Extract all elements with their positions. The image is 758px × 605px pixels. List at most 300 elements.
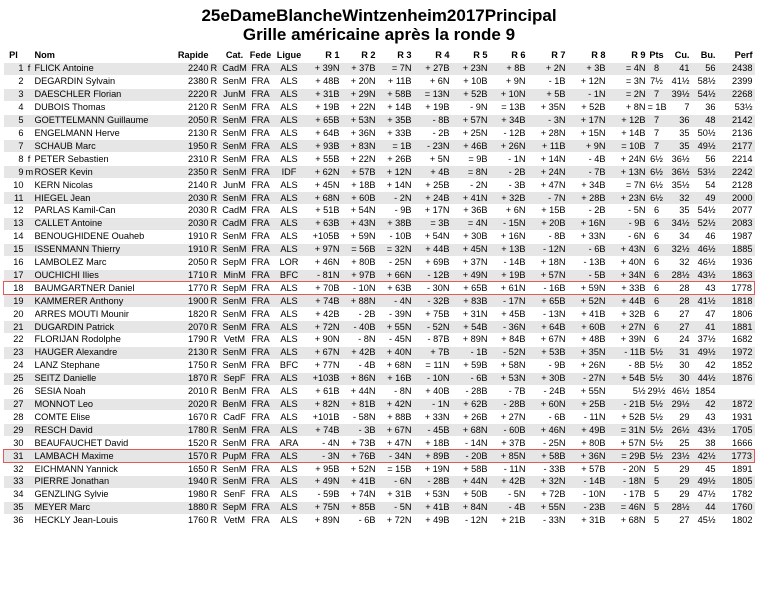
cell-r3: = 15B [378,463,414,476]
cell-points: 7 [648,114,668,127]
cell-r5: + 26B [452,411,490,424]
cell-r8: + 28B [568,192,608,205]
cell-cumulative: 32 [668,256,692,269]
cell-points: 5½ [648,398,668,411]
cell-place: 19 [4,295,26,308]
cell-points: 5 [648,501,668,514]
cell-federation: FRA [250,359,274,372]
cell-rating: 2030 [178,217,211,230]
cell-r6: + 6N [490,204,528,217]
cell-buchholz: 47 [692,308,718,321]
cell-place: 32 [4,463,26,476]
table-row [4,514,755,526]
cell-r7: + 53B [528,346,568,359]
cell-r6: + 27N [490,411,528,424]
table-row [4,114,755,127]
cell-rating-type: R [211,166,222,179]
cell-performance: 2128 [718,179,755,192]
cell-title-flag [26,179,35,192]
cell-r5: - 28B [452,385,490,398]
table-row [4,321,755,334]
cell-league: ARA [274,437,307,450]
cell-performance: 1863 [718,269,755,282]
cell-r8: - 11N [568,411,608,424]
cell-r7: + 28N [528,127,568,140]
cell-r9: 5½ [608,385,648,398]
cell-r3: - 10B [378,230,414,243]
cell-r9: + 13N [608,166,648,179]
cell-rating-type: R [211,398,222,411]
cell-performance: 1876 [718,372,755,385]
table-row [4,385,755,398]
cell-name: SEITZ Danielle [35,372,178,385]
table-row [4,243,755,256]
cell-r4: + 24B [414,192,452,205]
cell-buchholz: 49½ [692,140,718,153]
cell-r5: + 44N [452,476,490,489]
cell-federation: FRA [250,88,274,101]
cell-title-flag [26,346,35,359]
cell-league: ALS [274,230,307,243]
cell-points: 29½ [648,385,668,398]
cell-r1: + 55B [307,153,342,166]
cell-r4: + 41B [414,501,452,514]
cell-league: ALS [274,192,307,205]
cell-league: ALS [274,346,307,359]
cell-performance: 1931 [718,411,755,424]
cell-performance: 53½ [718,101,755,114]
cell-performance: 1972 [718,346,755,359]
cell-league: ALS [274,179,307,192]
cell-performance: 2142 [718,114,755,127]
cell-buchholz: 45 [692,463,718,476]
cell-r6: - 14B [490,256,528,269]
table-row [4,269,755,282]
table-row [4,359,755,372]
cell-r1: + 48B [307,75,342,88]
cell-cumulative: 27 [668,514,692,526]
cell-points: 6 [648,256,668,269]
cell-rating: 2050 [178,256,211,269]
cell-r6: - 12B [490,127,528,140]
cell-r4: - 23N [414,140,452,153]
header-r7: R 7 [551,50,566,60]
cell-place: 30 [4,437,26,450]
cell-r5: + 30B [452,230,490,243]
cell-name: BEAUFAUCHET David [35,437,178,450]
cell-league: ALS [274,308,307,321]
table-row [4,127,755,140]
table-header-row [4,48,755,63]
cell-r1: + 74B [307,424,342,437]
cell-buchholz: 48 [692,114,718,127]
cell-rating: 1870 [178,372,211,385]
cell-cumulative: 35½ [668,179,692,192]
cell-r8: + 26N [568,359,608,372]
cell-rating: 2240 [178,63,211,76]
cell-title-flag: m [25,166,34,177]
cell-r5: - 2N [452,179,490,192]
cell-buchholz: 44 [692,501,718,514]
header-nom: Nom [34,50,55,60]
cell-title-flag [26,204,35,217]
cell-league: ALS [274,372,307,385]
cell-rating: 1910 [178,230,211,243]
cell-r2: + 42B [342,346,378,359]
cell-r3: + 26B [378,153,414,166]
cell-r3: + 67N [378,424,414,437]
cell-r8: - 6B [568,243,608,256]
cell-category: SenM [222,166,250,179]
table-row [4,488,755,501]
table-row [4,282,755,295]
table-row [4,463,755,476]
cell-title-flag [26,140,35,153]
cell-buchholz: 53½ [692,166,718,179]
cell-r6: + 45B [490,308,528,321]
cell-league: ALS [274,476,307,489]
cell-performance: 1705 [718,424,755,437]
header-perf: Perf [734,50,753,60]
cell-r6: + 85N [490,450,528,463]
cell-cumulative: 28½ [668,501,692,514]
table-row [4,398,755,411]
cell-r1: + 77N [307,359,342,372]
cell-rating: 2130 [178,127,211,140]
cell-rating-type: R [211,450,222,463]
cell-points: 5½ [648,359,668,372]
cell-points: 6 [648,230,668,243]
cell-category: SenM [222,153,250,166]
cell-place: 33 [4,476,26,489]
cell-federation: FRA [250,204,274,217]
cell-r5: - 20B [452,450,490,463]
cell-points: 6 [648,204,668,217]
cell-category: SepM [222,256,250,269]
cell-rating: 2380 [178,75,211,88]
cell-r7: - 7N [528,192,568,205]
cell-r2: + 37B [342,63,378,76]
cell-title-flag [26,372,35,385]
cell-points: 8 [648,63,668,76]
cell-r4: - 32B [414,295,452,308]
cell-r2: + 59N [342,230,378,243]
cell-r3: - 25N [378,256,414,269]
cell-points: 6½ [648,179,668,192]
header-blank [211,48,222,63]
cell-rating-type: R [211,463,222,476]
cell-federation: FRA [250,230,274,243]
cell-r1: + 51B [307,204,342,217]
cell-title-flag [26,295,35,308]
cell-r4: + 75B [414,308,452,321]
cell-cumulative: 30 [668,359,692,372]
cell-performance: 2399 [718,75,755,88]
cell-r6: - 4B [490,501,528,514]
cell-r3: - 5N [378,501,414,514]
cell-r1: - 3N [307,450,342,463]
cell-r1: + 95B [307,463,342,476]
cell-r7: + 46N [528,424,568,437]
cell-title-flag [26,488,35,501]
cell-cumulative: 36 [668,114,692,127]
cell-place: 4 [4,101,26,114]
cell-rating-type: R [211,269,222,282]
cell-league: ALS [274,75,307,88]
cell-cumulative: 29 [668,463,692,476]
cell-performance: 1818 [718,295,755,308]
header-cu: Cu. [674,50,690,60]
cell-r9: = 31N [608,424,648,437]
cell-league: ALS [274,385,307,398]
cell-federation: FRA [250,243,274,256]
cell-league: ALS [274,488,307,501]
cell-federation: FRA [250,308,274,321]
table-row [4,217,755,230]
table-row [4,334,755,347]
cell-r6: - 3B [490,179,528,192]
cell-r2: - 4B [342,359,378,372]
cell-r2: + 97B [342,269,378,282]
cell-r7: - 8B [528,230,568,243]
cell-r7: + 11B [528,140,568,153]
cell-category: SenM [222,359,250,372]
cell-name: DUBOIS Thomas [35,101,178,114]
header-pl: Pl [9,50,18,60]
cell-points: 5 [648,463,668,476]
cell-buchholz: 36 [692,101,718,114]
cell-title-flag [26,385,35,398]
cell-rating: 1940 [178,476,211,489]
cell-points: 6 [648,269,668,282]
cell-category: BenM [222,385,250,398]
cell-buchholz: 54 [692,179,718,192]
cell-buchholz: 56 [692,63,718,76]
cell-rating-type: R [211,230,222,243]
cell-performance: 2136 [718,127,755,140]
cell-r1: + 42B [307,308,342,321]
cell-buchholz: 46½ [692,256,718,269]
cell-cumulative: 35 [668,140,692,153]
cell-r8: + 52N [568,295,608,308]
header-r2: R 2 [361,50,376,60]
cell-rating: 2020 [178,398,211,411]
cell-r2: + 22N [342,101,378,114]
cell-buchholz: 54½ [692,204,718,217]
table-row [4,75,755,88]
cell-cumulative: 24 [668,334,692,347]
cell-r1: + 67N [307,346,342,359]
cell-rating: 1790 [178,334,211,347]
cell-title-flag [26,334,35,347]
cell-rating: 2220 [178,88,211,101]
cell-name: ISSENMANN Thierry [35,243,178,256]
cell-title-flag [26,101,35,114]
cell-place: 11 [4,192,26,205]
cell-r9: = 46N [608,501,648,514]
cell-r1: + 49N [307,476,342,489]
cell-r7: - 25N [528,437,568,450]
cell-cumulative: 34½ [668,217,692,230]
cell-r8: - 4B [568,153,608,166]
cell-name: LAMBOLEZ Marc [35,256,178,269]
cell-title-flag [26,127,35,140]
cell-r3: + 88B [378,411,414,424]
cell-rating-type: R [211,140,222,153]
cell-place: 24 [4,359,26,372]
table-row [4,230,755,243]
cell-r9: + 52B [608,411,648,424]
cell-place: 34 [4,488,26,501]
cell-performance: 1666 [718,437,755,450]
cell-r2: + 86N [342,372,378,385]
cell-points: 6 [648,243,668,256]
cell-title-flag [26,437,35,450]
cell-rating: 2050 [178,114,211,127]
cell-points: 6½ [648,166,668,179]
cell-category: SenM [222,308,250,321]
cell-buchholz: 42 [692,359,718,372]
cell-r7: + 20B [528,217,568,230]
cell-federation: FRA [250,372,274,385]
cell-rating-type: R [211,424,222,437]
cell-federation: FRA [250,256,274,269]
cell-r6: + 13B [490,243,528,256]
cell-r9: - 20N [608,463,648,476]
cell-name: OUCHICHI Ilies [35,269,178,282]
cell-rating-type: R [211,127,222,140]
cell-rating-type: R [211,282,222,295]
cell-r7: + 57N [528,269,568,282]
table-row [4,501,755,514]
cell-r5: + 57N [452,114,490,127]
cell-rating: 2120 [178,101,211,114]
cell-r2: + 85B [342,501,378,514]
cell-r7: - 9B [528,359,568,372]
cell-r8: + 35N [568,346,608,359]
table-row [4,153,755,166]
header-ligue: Ligue [276,50,302,60]
cell-buchholz: 41 [692,321,718,334]
cell-rating-type: R [211,204,222,217]
cell-points: 5½ [648,346,668,359]
page-title: 25eDameBlancheWintzenheim2017Principal [201,6,557,25]
cell-rating: 2010 [178,385,211,398]
cell-r8: + 31B [568,514,608,526]
cell-r8: + 59N [568,282,608,295]
cell-r5: + 10B [452,75,490,88]
cell-title-flag [26,88,35,101]
cell-category: SepM [222,282,250,295]
cell-title-flag [26,230,35,243]
cell-rating-type: R [211,153,222,166]
cell-buchholz: 41½ [692,295,718,308]
cell-r2: - 3B [342,424,378,437]
cell-r2: + 41B [342,476,378,489]
cell-category: SenM [222,463,250,476]
table-row [4,437,755,450]
cell-federation: FRA [250,385,274,398]
cell-league: BFC [274,269,307,282]
cell-r8: + 17N [568,114,608,127]
cell-title-flag [26,256,35,269]
cell-r2: + 36N [342,127,378,140]
cell-performance: 1682 [718,334,755,347]
cell-name: DAESCHLER Florian [35,88,178,101]
cell-title-flag [26,450,35,463]
header-cat: Cat. [225,50,244,60]
cell-rating: 1880 [178,501,211,514]
cell-federation: FRA [250,127,274,140]
cell-title-flag [26,463,35,476]
cell-r1: + 39N [307,63,342,76]
cell-r8: + 48B [568,334,608,347]
cell-r8: + 60B [568,321,608,334]
cell-rating: 2030 [178,204,211,217]
cell-r8: + 36N [568,450,608,463]
cell-league: ALS [274,140,307,153]
cell-category: VetM [222,514,250,526]
cell-league: ALS [274,424,307,437]
cell-rating: 1710 [178,269,211,282]
cell-r2: = 56B [342,243,378,256]
cell-name: DEGARDIN Sylvain [35,75,178,88]
cell-place: 3 [4,88,26,101]
cell-federation: FRA [250,295,274,308]
cell-rating: 1670 [178,411,211,424]
cell-r9: = 2N [608,88,648,101]
header-r6: R 6 [511,50,526,60]
cell-name: LAMBACH Maxime [35,450,178,463]
cell-r7: + 67N [528,334,568,347]
cell-category: SenM [222,140,250,153]
table-row [4,450,755,463]
cell-r3: + 47N [378,437,414,450]
cell-federation: FRA [250,514,274,526]
cell-name: GENZLING Sylvie [35,488,178,501]
cell-category: MinM [222,269,250,282]
table-row [4,476,755,489]
cell-r4: + 18B [414,437,452,450]
cell-place: 23 [4,346,26,359]
cell-r8: - 23B [568,501,608,514]
cell-r7: + 18N [528,256,568,269]
cell-buchholz: 42 [692,398,718,411]
cell-points: 5½ [648,411,668,424]
cell-rating-type: R [211,476,222,489]
cell-r5: - 14N [452,437,490,450]
cell-r4: + 54N [414,230,452,243]
cell-r1: + 72N [307,321,342,334]
cell-r7: - 24B [528,385,568,398]
cell-r5: + 59B [452,359,490,372]
cell-r1: + 61B [307,385,342,398]
cell-place: 8 [4,153,26,166]
cell-league: ALS [274,101,307,114]
cell-r8: - 7B [568,166,608,179]
cell-r6: + 10N [490,88,528,101]
cell-category: SenM [222,295,250,308]
cell-cumulative: 41½ [668,75,692,88]
cell-points: 6½ [648,192,668,205]
cell-r4: - 12B [414,269,452,282]
cell-r1: + 46N [307,256,342,269]
cell-r1: + 63B [307,217,342,230]
cell-category: SepM [222,501,250,514]
cell-category: SenM [222,243,250,256]
cell-buchholz: 46½ [692,243,718,256]
cell-r2: - 40B [342,321,378,334]
